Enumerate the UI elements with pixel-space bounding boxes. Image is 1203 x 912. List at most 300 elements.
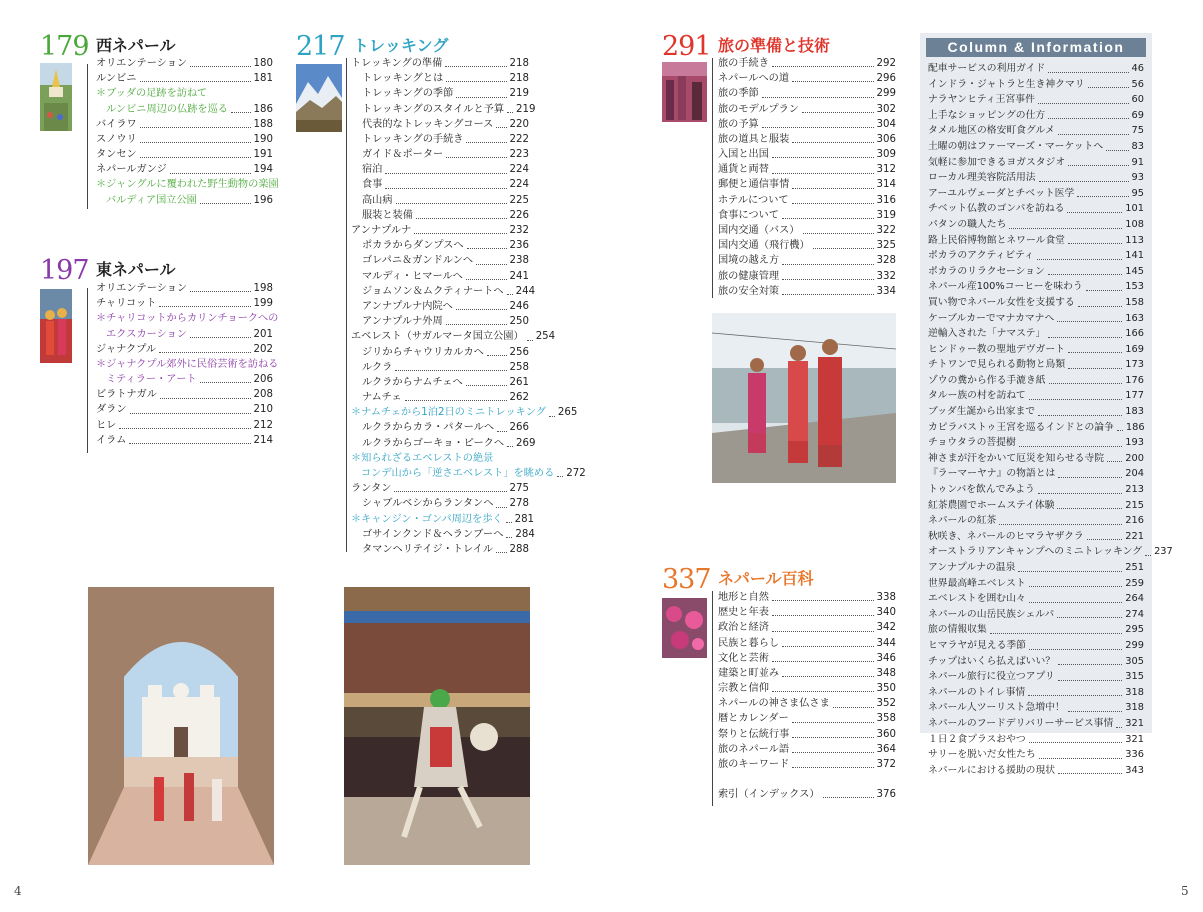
leader-dots [231,112,251,113]
toc-entry-page: 314 [876,179,896,191]
column-information-box [920,33,1173,776]
column-list [928,61,1173,778]
toc-entry [718,757,896,772]
toc-entry-label: ルンビニ周辺の仏跡を巡る [106,103,228,115]
leader-dots [1145,555,1151,556]
toc-entry [928,186,1144,202]
page-number-right: 5 [1181,884,1189,898]
toc-entry-label: カピラバストゥ王宮を巡るインドとの論争 [928,421,1114,433]
leader-dots [782,294,873,295]
leader-dots [476,264,506,265]
toc-entry-page: 186 [253,103,273,115]
toc-entry-page: 222 [509,133,529,145]
leader-dots [813,248,874,249]
toc-entry-page: 278 [509,498,529,510]
toc-entry-label: 国境の越え方 [718,255,780,267]
toc-entry [96,56,273,71]
toc-entry-page: 204 [1125,468,1144,480]
toc-entry [351,299,529,314]
toc-entry-label: 旅の季節 [718,88,759,100]
toc-entry [96,132,273,147]
leader-dots [782,646,873,647]
toc-entry-page: 328 [876,255,896,267]
toc-entry-label: 旅の安全対策 [718,285,780,297]
leader-dots [200,203,251,204]
toc-entry-label: マルディ・ヒマールへ [362,270,463,282]
leader-dots [1048,118,1128,119]
leader-dots [1068,243,1122,244]
toc-entry [928,326,1144,342]
toc-entry-page: 262 [509,392,529,404]
toc-entry [718,590,896,605]
toc-entry-page: 196 [253,194,273,206]
section-title: 東ネパール [96,260,176,279]
toc-entry-page: 340 [876,607,896,619]
section-number: 337 [662,564,711,595]
leader-dots [1049,383,1123,384]
toc-entry [96,433,273,448]
toc-entry-label: ゾウの糞から作る手漉き紙 [928,374,1046,386]
toc-entry-page: 250 [509,316,529,328]
toc-entry [928,92,1144,108]
toc-entry-label: オーストラリアンキャンプへのミニトレッキング [928,546,1143,558]
leader-dots [1018,571,1122,572]
toc-entry-page: 75 [1131,125,1144,137]
leader-dots [497,431,507,432]
toc-entry [718,178,896,193]
leader-dots [1116,727,1122,728]
leader-dots [1057,617,1122,618]
toc-entry [928,763,1144,779]
toc-entry-page: 213 [1125,484,1144,496]
leader-dots [1068,368,1122,369]
toc-entry [96,86,273,101]
toc-entry-page: 358 [876,713,896,725]
toc-entry [351,345,529,360]
toc-entry-label: チップはいくら払えばいい？ [928,655,1056,667]
leader-dots [396,203,507,204]
toc-entry [928,498,1144,514]
toc-entry [351,132,529,147]
toc-entry [351,390,529,405]
toc-entry-page: 296 [876,73,896,85]
toc-entry-page: 318 [1125,702,1144,714]
leader-dots [496,552,507,553]
toc-entry [718,253,896,268]
toc-entry-label: 宿泊 [362,164,383,176]
toc-entry-page: 336 [1125,749,1144,761]
leader-dots [1117,430,1123,431]
toc-entry [928,451,1144,467]
toc-entry-label: ＊ブッダの足跡を訪ねて [96,88,208,100]
toc-entry [928,669,1144,685]
toc-entry-page: 275 [509,483,529,495]
toc-entry-label: スノウリ [96,133,137,145]
toc-entry-label: チョウタラの菩提樹 [928,437,1016,449]
toc-entry-label: 食事 [362,179,383,191]
leader-dots [190,66,250,67]
toc-entry [928,404,1144,420]
toc-entry [718,681,896,696]
toc-entry-label: 旅の手続き [718,57,769,69]
toc-entry-page: 56 [1131,78,1144,90]
toc-entry-page: 376 [876,788,896,800]
toc-entry [96,147,273,162]
toc-entry-label: タマンヘリテイジ・トレイル [362,543,494,555]
section-thumbnail-flowers [662,598,707,658]
leader-dots [1086,290,1123,291]
toc-entry [96,71,273,86]
toc-entry [351,162,529,177]
section-thumbnail-stupa [40,63,72,131]
leader-dots [1058,773,1122,774]
toc-entry-page: 188 [253,118,273,130]
toc-entry-page: 232 [509,225,529,237]
leader-dots [1009,228,1122,229]
leader-dots [394,491,506,492]
leader-dots [466,279,507,280]
leader-dots [782,676,873,677]
toc-entry-page: 343 [1125,764,1144,776]
toc-entry-label: オリエンテーション [96,282,188,294]
leader-dots [1058,134,1129,135]
leader-dots [130,413,251,414]
leader-dots [456,97,506,98]
toc-entry-label: 祭りと伝統行事 [718,728,790,740]
toc-entry-page: 177 [1125,390,1144,402]
toc-entry [718,269,896,284]
toc-entry-page: 214 [253,434,273,446]
toc-entry-page: 200 [1125,452,1144,464]
toc-entry [351,512,535,527]
toc-entry-label: ゴサインクンド＆ヘランブーへ [362,528,504,540]
toc-entry [351,147,529,162]
toc-entry [351,421,529,436]
toc-entry-page: 360 [876,728,896,740]
toc-entry [351,496,529,511]
toc-entry-page: 266 [509,422,529,434]
toc-entry-page: 258 [509,361,529,373]
toc-entry-label: ケーブルカーでマナカマナへ [928,312,1055,324]
toc-entry-label: ヒンドゥー教の聖地デヴガート [928,343,1065,355]
leader-dots [1038,415,1122,416]
leader-dots [1038,103,1129,104]
toc-entry-page: 218 [509,57,529,69]
toc-entry [928,654,1144,670]
toc-entry-label: 上手なショッピングの仕方 [928,109,1046,121]
toc-entry [351,193,529,208]
toc-entry [96,387,273,402]
toc-entry-page: 219 [509,88,529,100]
toc-entry-label: 文化と芸術 [718,652,769,664]
toc-entry-label: ローカル理美容院活用法 [928,172,1036,184]
toc-entry-label: エベレスト（サガルマータ国立公園） [351,331,524,343]
toc-entry-label: 宗教と信仰 [718,683,769,695]
toc-entry-page: 299 [1125,639,1144,651]
leader-dots [445,66,506,67]
section-title: 西ネパール [96,36,176,55]
toc-entry-label: ネパールの紅茶 [928,515,997,527]
toc-entry [96,193,273,208]
leader-dots [467,248,507,249]
leader-dots [140,142,251,143]
toc-entry-label: アンナプルナ内院へ [362,300,453,312]
toc-entry [928,342,1144,358]
toc-entry [351,481,529,496]
toc-entry-label: ランタン [351,483,392,495]
toc-entry-page: 198 [253,282,273,294]
leader-dots [1058,664,1122,665]
toc-entry [96,327,273,342]
toc-entry-label: オリエンテーション [96,57,188,69]
toc-entry-label: ネパール産100%コーヒーを味わう [928,281,1083,293]
toc-entry-label: 代表的なトレッキングコース [362,118,494,130]
leader-dots [129,443,250,444]
toc-entry-label: 入国と出国 [718,149,769,161]
toc-entry-label: ルンビニ [96,73,137,85]
toc-entry-page: 259 [1125,577,1144,589]
toc-entry-label: ミティラー・アート [106,374,197,386]
leader-dots [792,767,873,768]
toc-entry [718,742,896,757]
leader-dots [1077,196,1128,197]
toc-entry-label: バイラワ [96,118,137,130]
toc-entry-page: 265 [557,407,578,419]
toc-entry-page: 193 [1125,437,1144,449]
toc-entry-page: 238 [509,255,529,267]
toc-entry-label: アンナプルナの温泉 [928,562,1016,573]
leader-dots [405,400,507,401]
section-west [40,31,279,212]
toc-entry-label: 旅のモデルプラン [718,103,799,115]
leader-dots [507,294,513,295]
toc-entry-label: 高山病 [362,194,393,206]
toc-entry-label: アンナプルナ [351,225,412,237]
toc-entry-page: 141 [1125,250,1144,262]
section-divider [712,58,713,298]
toc-entry [351,360,529,375]
toc-entry [928,435,1144,451]
index-row [718,787,896,802]
toc-entry [928,201,1144,217]
leader-dots [446,157,506,158]
leader-dots [446,81,506,82]
toc-entry-label: ルクラからナムチェへ [362,376,463,388]
toc-entry-page: 218 [509,73,529,85]
toc-entry [718,727,896,742]
toc-entry-page: 352 [876,698,896,710]
toc-entry-label: トレッキングの季節 [362,88,454,100]
leader-dots [557,476,563,477]
toc-entry-page: 241 [509,270,529,282]
toc-entry [928,420,1144,436]
leader-dots [385,188,506,189]
toc-entry-page: 281 [514,513,535,525]
toc-entry [351,375,529,390]
leader-dots [190,291,250,292]
toc-entry [351,542,529,557]
leader-dots [792,752,874,753]
toc-entry [718,696,896,711]
leader-dots [772,691,874,692]
toc-entry-page: 312 [876,164,896,176]
toc-entry-label: 民族と暮らし [718,637,780,649]
toc-entry-page: 95 [1131,187,1144,199]
toc-entry-label: 『ラーマーヤナ』の物語とは [928,468,1056,480]
toc-entry-label: ジャナクプル [96,343,157,355]
toc-entry-label: ナラヤンヒティ王宮事件 [928,94,1035,106]
toc-entry-page: 364 [876,743,896,755]
leader-dots [792,81,874,82]
leader-dots [762,127,874,128]
toc-entry-label: ＊知られざるエベレストの絶景 [351,452,494,464]
toc-entry-label: ダラン [96,404,127,416]
toc-entry-page: 223 [509,149,529,161]
toc-entry-label: コンデ山から「逆さエベレスト」を眺める [361,468,555,480]
toc-entry-label: ジリからチャウリカルカへ [362,346,484,358]
toc-entry [928,155,1144,171]
toc-entry-page: 325 [876,240,896,252]
leader-dots [487,355,507,356]
toc-entry-label: 土曜の朝はファーマーズ・マーケットへ [928,140,1104,152]
toc-entry-page: 309 [876,149,896,161]
section-divider [87,288,88,453]
toc-entry-page: 264 [1125,593,1144,605]
toc-entry [351,117,529,132]
toc-entry-page: 101 [1125,203,1144,215]
toc-entry-label: 通貨と両替 [718,164,769,176]
toc-entry [718,712,896,727]
toc-entry-page: 208 [253,389,273,401]
leader-dots [159,306,250,307]
leader-dots [159,352,250,353]
leader-dots [160,398,251,399]
toc-entry-page: 225 [509,194,529,206]
leader-dots [1107,461,1122,462]
leader-dots [140,81,251,82]
toc-entry [96,117,273,132]
toc-entry [928,77,1144,93]
toc-entry [718,651,896,666]
toc-entry-page: 91 [1131,156,1144,168]
toc-entry-label: チトワンで見られる動物と鳥類 [928,359,1066,371]
toc-entry-page: 60 [1131,94,1144,106]
toc-entry [96,296,273,311]
toc-entry [928,732,1144,748]
toc-entry-label: 旅の道具と服装 [718,133,790,145]
leader-dots [1106,150,1128,151]
toc-entry [351,178,529,193]
toc-entry [928,279,1144,295]
toc-entry-page: 190 [253,133,273,145]
toc-entry-label: 秋咲き、ネパールのヒマラヤザクラ [928,530,1084,542]
leader-dots [414,233,506,234]
toc-entry [96,357,279,372]
toc-entry [718,284,896,299]
toc-entry [718,102,896,117]
leader-dots [506,522,512,523]
toc-entry-label: 国内交通（飛行機） [718,240,810,252]
toc-entry-label: ネパールのトイレ事情 [928,686,1026,698]
toc-entry-label: パタンの職人たち [928,218,1007,230]
toc-entry-label: 旅のネパール語 [718,743,790,755]
toc-entry-page: 191 [253,149,273,161]
toc-entry-page: 338 [876,591,896,603]
leader-dots [772,157,874,158]
leader-dots [496,127,506,128]
toc-entry [718,162,896,177]
toc-entry [351,284,536,299]
leader-dots [1019,446,1123,447]
leader-dots [507,112,513,113]
leader-dots [792,188,873,189]
toc-entry [718,117,896,132]
toc-entry-page: 201 [253,328,273,340]
toc-entry-label: ネパールの山岳民族シェルパ [928,608,1055,620]
toc-entry-page: 220 [509,118,529,130]
section-divider [346,58,347,552]
photo-women-lakeside [712,313,896,483]
toc-entry-label: 気軽に参加できるヨガスタジオ [928,156,1066,168]
toc-entry [718,666,896,681]
toc-entry-page: 346 [876,652,896,664]
section-thumbnail-market [662,62,707,122]
section-divider [87,64,88,209]
leader-dots [1067,212,1122,213]
toc-entry-page: 221 [1125,530,1144,542]
section-prep [662,32,897,302]
toc-entry-page: 274 [1125,608,1144,620]
leader-dots [772,66,874,67]
toc-entry-page: 206 [253,374,273,386]
leader-dots [782,264,873,265]
toc-entry [718,238,896,253]
toc-entry [718,132,896,147]
leader-dots [1038,493,1122,494]
toc-entry [351,451,529,466]
toc-entry [928,607,1144,623]
toc-entry-label: ナムチェ [362,392,402,404]
toc-entry-page: 332 [876,270,896,282]
toc-entry-label: ネパール人ツーリスト急増中！ [928,702,1065,714]
leader-dots [200,382,251,383]
toc-entry-label: ＊キャンジン・ゴンパ周辺を歩く [351,513,503,525]
toc-entry [928,248,1144,264]
toc-entry-label: トレッキングの準備 [351,57,443,69]
section-number: 179 [40,31,89,62]
leader-dots [1087,539,1123,540]
toc-entry-label: ネパール旅行に役立つアプリ [928,671,1055,683]
leader-dots [772,661,874,662]
toc-entry [928,139,1144,155]
toc-entry-page: 173 [1125,359,1144,371]
toc-entry-label: エベレストを囲む山々 [928,593,1026,605]
toc-entry [351,253,529,268]
toc-entry-label: イラム [96,434,127,446]
toc-entry-page: 305 [1125,655,1144,667]
leader-dots [1039,181,1129,182]
leader-dots [772,173,874,174]
toc-entry-page: 292 [876,57,896,69]
toc-entry-label: ジョムソン＆ムクティナートへ [362,285,504,297]
leader-dots [782,279,873,280]
leader-dots [140,157,251,158]
toc-entry-page: 299 [876,88,896,100]
leader-dots [506,537,512,538]
toc-entry-label: タルー族の村を訪ねて [928,390,1026,402]
leader-dots [1029,742,1123,743]
toc-entry-label: インドラ・ジャトラと生き神クマリ [928,78,1085,90]
